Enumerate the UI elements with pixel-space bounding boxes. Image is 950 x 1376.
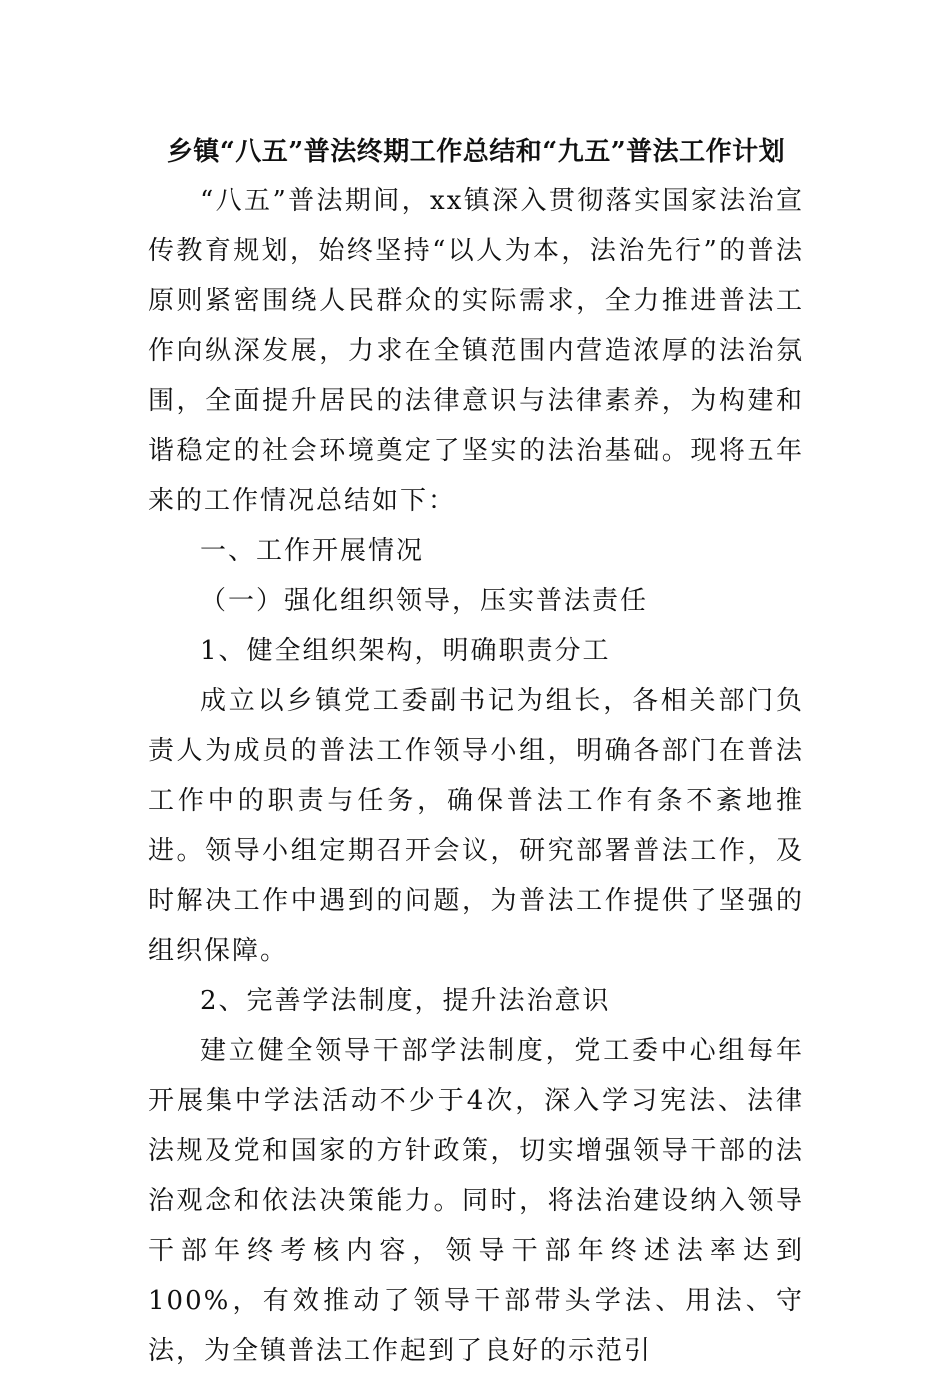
heading-subsection-1: （一）强化组织领导，压实普法责任: [200, 586, 649, 616]
paragraph-item-2: 建立健全领导干部学法制度，党工委中心组每年开展集中学法活动不少于4次，深入学习宪法、法律法规及党和国家的方针政策，切实增强领导干部的法治观念和依法决策能力。同时，将法治建设纳入领导干部年终考核内容，领导干部年终述法率达到100%，有效推动了领导干部带头学法、用法、守法，为全镇普法工作起到了良好的示范引: [148, 1036, 804, 1366]
heading-item-2: 2、完善学法制度，提升法治意识: [200, 986, 611, 1016]
paragraph-item-1: 成立以乡镇党工委副书记为组长，各相关部门负责人为成员的普法工作领导小组，明确各部门在普法工作中的职责与任务，确保普法工作有条不紊地推进。领导小组定期召开会议，研究部署普法工作，及时解决工作中遇到的问题，为普法工作提供了坚强的组织保障。: [148, 686, 804, 966]
heading-item-1: 1、健全组织架构，明确职责分工: [200, 636, 611, 666]
document-title: 乡镇“八五”普法终期工作总结和“九五”普法工作计划: [166, 137, 786, 167]
document-body: [148, 176, 804, 1376]
paragraph-intro: “八五”普法期间，xx镇深入贯彻落实国家法治宣传教育规划，始终坚持“以人为本，法治先行”的普法原则紧密围绕人民群众的实际需求，全力推进普法工作向纵深发展，力求在全镇范围内营造浓厚的法治氛围，全面提升居民的法律意识与法律素养，为构建和谐稳定的社会环境奠定了坚实的法治基础。现将五年来的工作情况总结如下：: [148, 186, 804, 516]
heading-section-1: 一、工作开展情况: [200, 536, 425, 566]
